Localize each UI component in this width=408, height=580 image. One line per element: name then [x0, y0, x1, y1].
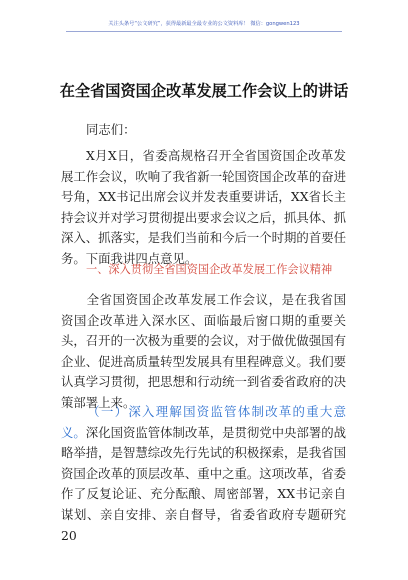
salutation-text: 同志们： [86, 122, 136, 137]
paragraph-2-text: 全省国资国企改革发展工作会议，是在我省国资国企改革进入深水区、面临最后窗口期的重要关头，召开的一次极为重要的会议，对于做优做强国有企业、促进高质量转型发展具有里程碑意义。我们要认真学习贯彻，把思想和行动统一到省委省政府的决策部署上来。 [61, 292, 346, 410]
section-heading-1 [61, 261, 351, 279]
paragraph-3 [61, 402, 346, 546]
paragraph-1 [61, 146, 346, 270]
sub-heading-1: （一）深入理解国资监管体制改革的重大意义。 [61, 404, 346, 440]
section-heading-1-text: 一、深入贯彻全省国资国企改革发展工作会议精神 [86, 263, 333, 276]
document-title: 在全省国资国企改革发展工作会议上的讲话 [59, 82, 349, 100]
paragraph-1-text: X月X日，省委高规格召开全省国资国企改革发展工作会议，吹响了我省新一轮国资国企改革的奋进号角，XX书记出席会议并发表重要讲话，XX省长主持会议并对学习贯彻提出要求会议之后，抓具体、抓深入、抓落实，是我们当前和今后一个时期的首要任务。下面我讲四点意见。 [61, 148, 346, 266]
paragraph-2 [61, 290, 346, 414]
header-promo-note: 关注头条号“公文研究”，获得最新最全最专业的公文资料库！ 微信：gongwen123 [108, 21, 300, 27]
paragraph-3-text: 深化国资监管体制改革，是贯彻党中央部署的战略举措，是智慧综改先行先试的积极探索，是我省国资国企改革的顶层改革、重中之重。这项改革，省委作了反复论证、充分酝酿、周密部署，XX书记亲自谋划、亲自安排、亲自督导，省委省政府专题研究20 [61, 424, 347, 543]
header-divider [66, 31, 342, 32]
salutation [61, 120, 346, 141]
